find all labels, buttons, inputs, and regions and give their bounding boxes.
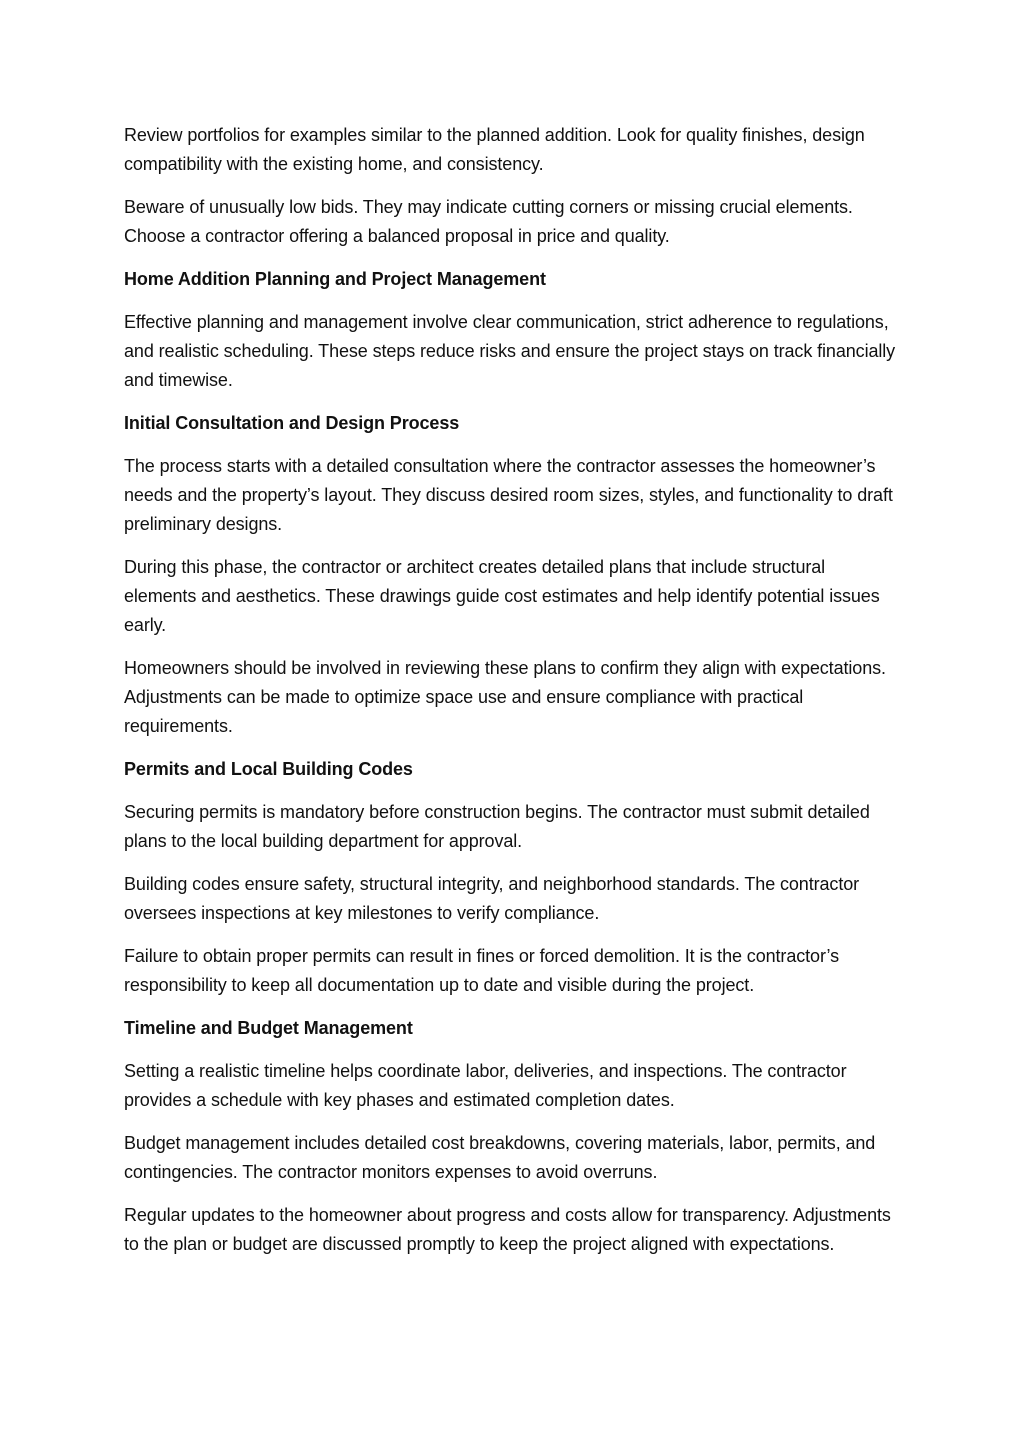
paragraph-building-codes: Building codes ensure safety, structural integrity, and neighborhood standards. The contractor oversees inspections at key milestones to verify compliance. xyxy=(124,874,860,923)
paragraph-portfolios: Review portfolios for examples similar to the planned addition. Look for quality finishes, design compatibility with the existing home, and consistency. xyxy=(124,125,865,174)
heading-permits-codes: Permits and Local Building Codes xyxy=(124,759,413,779)
heading-timeline-budget: Timeline and Budget Management xyxy=(124,1018,413,1038)
heading-planning-management: Home Addition Planning and Project Management xyxy=(124,269,546,289)
paragraph-updates: Regular updates to the homeowner about progress and costs allow for transparency. Adjustments to the plan or budget are discussed promptly to keep the project aligned with expectations. xyxy=(124,1205,891,1254)
paragraph-low-bids: Beware of unusually low bids. They may indicate cutting corners or missing crucial elements. Choose a contractor offering a balanced proposal in price and quality. xyxy=(124,197,853,246)
paragraph-timeline: Setting a realistic timeline helps coordinate labor, deliveries, and inspections. The contractor provides a schedule with key phases and estimated completion dates. xyxy=(124,1061,847,1110)
paragraph-consultation-process: The process starts with a detailed consultation where the contractor assesses the homeowner’s needs and the property’s layout. They discuss desired room sizes, styles, and functionality to draft preliminary designs. xyxy=(124,456,893,534)
paragraph-securing-permits: Securing permits is mandatory before construction begins. The contractor must submit detailed plans to the local building department for approval. xyxy=(124,802,870,851)
paragraph-design-phase: During this phase, the contractor or architect creates detailed plans that include structural elements and aesthetics. These drawings guide cost estimates and help identify potential issues early. xyxy=(124,557,880,635)
paragraph-effective-planning: Effective planning and management involve clear communication, strict adherence to regulations, and realistic scheduling. These steps reduce risks and ensure the project stays on track financially and timewise. xyxy=(124,312,896,390)
paragraph-budget: Budget management includes detailed cost breakdowns, covering materials, labor, permits, and contingencies. The contractor monitors expenses to avoid overruns. xyxy=(124,1133,876,1182)
paragraph-permit-failure: Failure to obtain proper permits can result in fines or forced demolition. It is the contractor’s responsibility to keep all documentation up to date and visible during the project. xyxy=(124,946,839,995)
document-page xyxy=(124,121,900,1273)
paragraph-homeowner-review: Homeowners should be involved in reviewing these plans to confirm they align with expectations. Adjustments can be made to optimize space use and ensure compliance with practical requirements. xyxy=(124,658,886,736)
heading-initial-consultation: Initial Consultation and Design Process xyxy=(124,413,460,433)
